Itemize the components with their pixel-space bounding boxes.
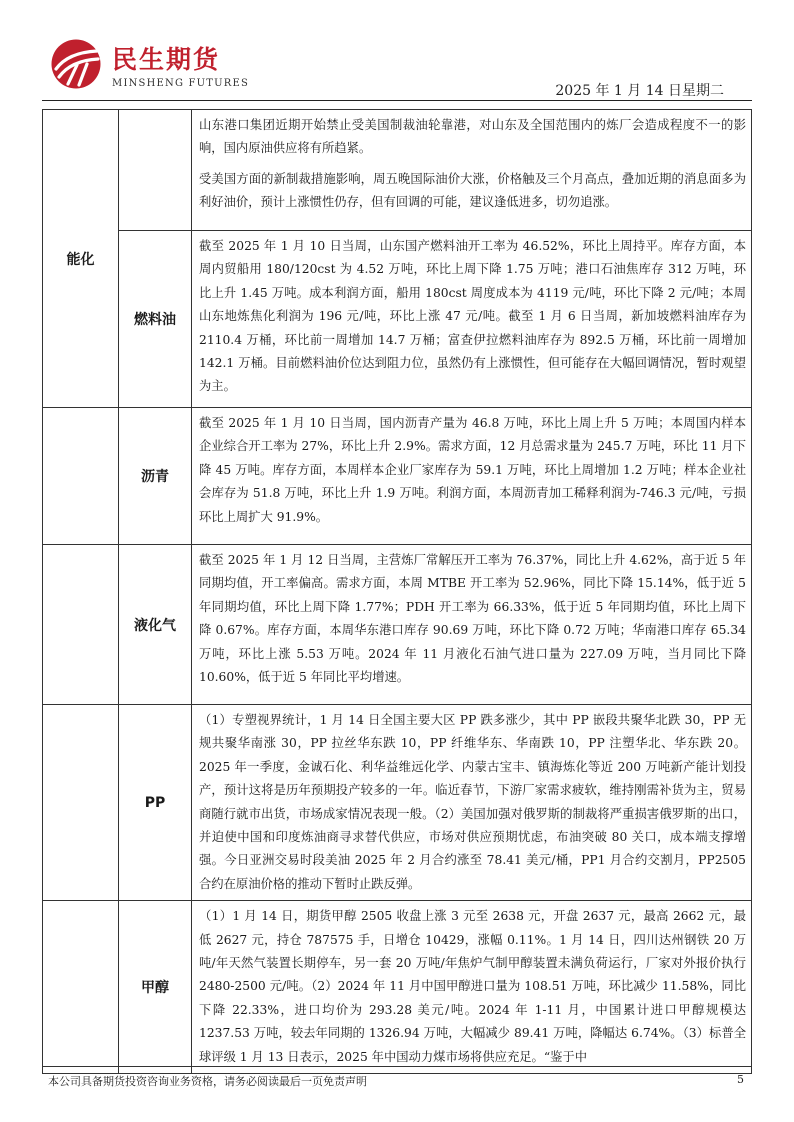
category-blank [43,545,119,705]
brand-name-cn: 民生期货 [112,45,221,74]
footer-divider [42,1066,752,1067]
lpg-commentary [192,545,752,705]
paragraph: 受美国方面的新制裁措施影响，周五晚国际油价大涨，价格触及三个月高点，叠加近期的消息面多为利好油价，预计上涨惯性仍存，但有回调的可能，建议逢低进多，切勿追涨。 [199,171,746,210]
paragraph: 山东港口集团近期开始禁止受美国制裁油轮靠港，对山东及全国范围内的炼厂会造成程度不一的影响，国内原油供应将有所趋紧。 [199,118,746,156]
asphalt-commentary [192,408,752,545]
page-header [0,0,794,108]
minsheng-logo-icon [50,38,102,90]
table-row [43,545,752,705]
subcategory-pp: PP [119,705,192,901]
fuel-oil-commentary [192,231,752,408]
pp-commentary [192,705,752,901]
header-divider [42,100,752,101]
table-row [43,408,752,545]
table-row [43,705,752,901]
subcategory-asphalt: 沥青 [119,408,192,545]
subcategory-methanol: 甲醇 [119,901,192,1074]
commodity-commentary-table [42,109,752,1074]
subcategory-lpg: 液化气 [119,545,192,705]
table-row [43,901,752,1074]
table-row [43,110,752,231]
subcategory-crude-oil [119,110,192,231]
report-date: 2025 年 1 月 14 日星期二 [555,83,724,99]
brand-name-en: MINSHENG FUTURES [112,78,250,89]
table-row [43,231,752,408]
category-blank [43,705,119,901]
footer-disclaimer: 本公司具备期货投资咨询业务资格，请务必阅读最后一页免责声明 [48,1075,367,1088]
crude-oil-commentary [192,110,752,231]
category-blank [43,408,119,545]
subcategory-fuel-oil: 燃料油 [119,231,192,408]
paragraph: 截至 2025 年 1 月 12 日当周，主营炼厂常解压开工率为 76.37%，同比上升 4.62%，高于近 5 年同期均值，开工率偏高。需求方面，本周 MTBE 开工率为 52.96%，同比下降 15.14%，低于近 5 年同期均值，环比上周下降 1.77%；PDH 开工率为 66.33%，低于近 5 年同期均值，环比上周下降 0.67%。库存方面，本周华东港口库存 90.69 万吨，环比下降 0.72 万吨；华南港口库存 65.34 万吨，环比上涨 5.53 万吨。2024 年 11 月液化石油气进口量为 227.09 万吨，当月同比下降 10.60%，低于近 5 年同比平均增速。 [199,553,746,685]
methanol-commentary [192,901,752,1074]
paragraph: （1）专塑视界统计，1 月 14 日全国主要大区 PP 跌多涨少，其中 PP 嵌段共聚华北跌 30，PP 无规共聚华南涨 30，PP 拉丝华东跌 10，PP 纤维华东、华南跌 10，PP 注塑华北、华东跌 20。2025 年一季度，金诚石化、利华益维远化学、内蒙古宝丰、镇海炼化等近 200 万吨新产能计划投产，预计这将是历年预期投产较多的一年。临近春节，下游厂家需求疲软，维持刚需补货为主，贸易商随行就市出货，市场成家情况表现一般。（2）美国加强对俄罗斯的制裁将严重损害俄罗斯的出口，并迫使中国和印度炼油商寻求替代供应，市场对供应预期忧虑，布油突破 80 关口，成本端支撑增强。今日亚洲交易时段美油 2025 年 2 月合约涨至 78.41 美元/桶，PP1 月合约交割月，PP2505 合约在原油价格的推动下暂时止跌反弹。 [199,713,746,891]
paragraph: 截至 2025 年 1 月 10 日当周，国内沥青产量为 46.8 万吨，环比上周上升 5 万吨；本周国内样本企业综合开工率为 27%，环比上升 2.9%。需求方面，12 月总需求量为 245.7 万吨，环比 11 月下降 45 万吨。库存方面，本周样本企业厂家库存为 59.1 万吨，环比上周增加 1.2 万吨；样本企业社会库存为 51.8 万吨，环比上升 1.9 万吨。利润方面，本周沥青加工稀释利润为-746.3 元/吨，亏损环比上周扩大 91.9%。 [199,416,746,524]
paragraph: 截至 2025 年 1 月 10 日当周，山东国产燃料油开工率为 46.52%，环比上周持平。库存方面，本周内贸船用 180/120cst 为 4.52 万吨，环比上周下降 1.75 万吨；港口石油焦库存 312 万吨，环比上升 1.45 万吨。成本利润方面，船用 180cst 周度成本为 4119 元/吨，环比下降 2 元/吨；本周山东地炼焦化利润为 196 元/吨，环比上涨 47 元/吨。截至 1 月 6 日当周，新加坡燃料油库存为 2110.4 万桶，环比前一周增加 14.7 万桶；富查伊拉燃料油库存为 892.5 万桶，环比前一周增加 142.1 万桶。目前燃料油价位达到阻力位，虽然仍有上涨惯性，但可能存在大幅回调情况，暂时观望为主。 [199,239,746,394]
category-blank [43,901,119,1074]
page-number: 5 [737,1073,744,1086]
category-energy: 能化 [43,110,119,408]
paragraph: （1）1 月 14 日，期货甲醇 2505 收盘上涨 3 元至 2638 元，开盘 2637 元，最高 2662 元，最低 2627 元，持仓 787575 手，日增仓 10429，涨幅 0.11%。1 月 14 日，四川达州钢铁 20 万吨/年天然气装置长期停车，另一套 20 万吨/年焦炉气制甲醇装置未满负荷运行，厂家对外报价执行 2480-2500 元/吨。（2）2024 年 11 月中国甲醇进口量为 108.51 万吨，环比减少 11.58%，同比下降 22.33%，进口均价为 293.28 美元/吨。2024 年 1-11 月，中国累计进口甲醇规模达 1237.53 万吨，较去年同期的 1326.94 万吨，大幅减少 89.41 万吨，降幅达 6.74%。（3）标普全球评级 1 月 13 日表示，2025 年中国动力煤市场将供应充足。“鉴于中 [199,909,746,1064]
